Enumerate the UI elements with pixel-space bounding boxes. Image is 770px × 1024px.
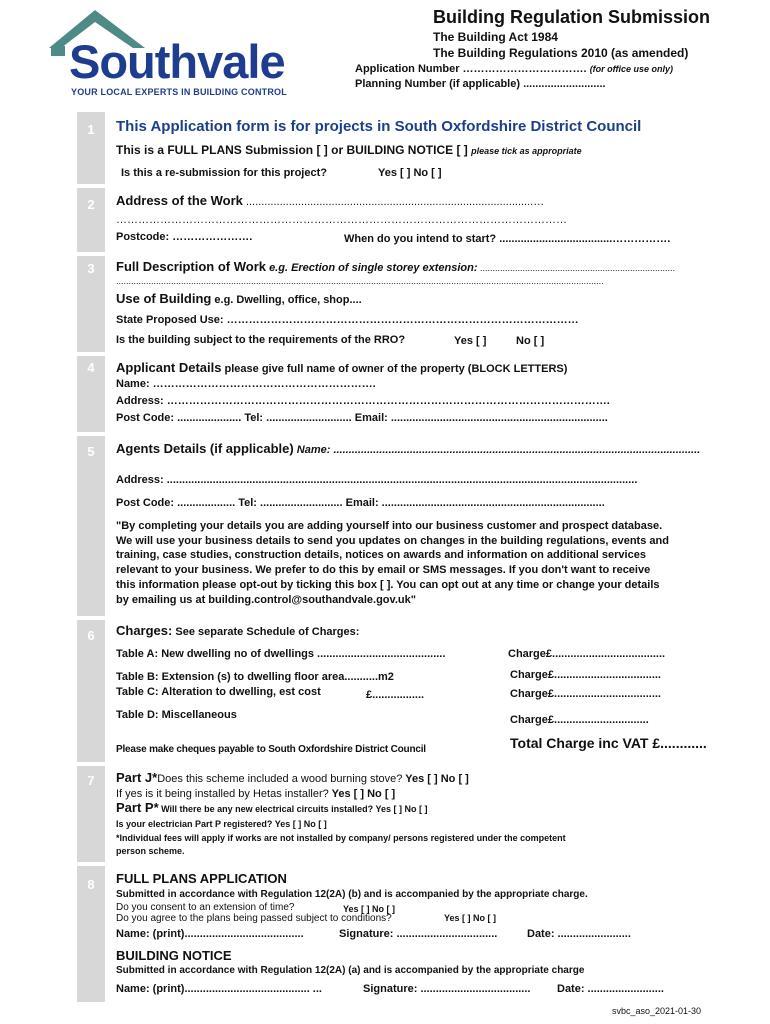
- applicant-contact-field[interactable]: Post Code: ..................... Tel: ............................ Email: .......................................................................: [116, 412, 608, 424]
- regs-line: The Building Regulations 2010 (as amended): [433, 46, 689, 60]
- agents-details-line[interactable]: [116, 441, 700, 456]
- building-notice-subtitle: Submitted in accordance with Regulation 12(2A) (a) and is accompanied by the appropriate charge: [116, 965, 585, 976]
- section-bar-5: [77, 436, 105, 616]
- section-1-heading: This Application form is for projects in South Oxfordshire District Council: [116, 118, 642, 135]
- section-number-6: 6: [87, 628, 95, 643]
- rro-no[interactable]: No [ ]: [516, 335, 545, 347]
- building-notice-title: BUILDING NOTICE: [116, 948, 232, 963]
- gdpr-line-1: "By completing your details you are adding yourself into our business customer and prospect database.: [116, 520, 663, 532]
- table-b-field[interactable]: Table B: Extension (s) to dwelling floor area...........m2: [116, 671, 394, 683]
- agents-name-field: Name: ........................................................................................................................: [296, 444, 701, 456]
- part-p-line[interactable]: [116, 800, 427, 815]
- rro-yes[interactable]: Yes [ ]: [454, 335, 487, 347]
- office-use-note: (for office use only): [589, 64, 674, 74]
- address-of-work-dots: ..............................................................................................…: [242, 196, 545, 208]
- fees-note-line-2: person scheme.: [116, 846, 185, 856]
- act-line: The Building Act 1984: [433, 30, 558, 44]
- submission-type-label: This is a FULL PLANS Submission [ ] or BUILDING NOTICE [ ]: [116, 143, 468, 157]
- building-notice-name-field[interactable]: Name: (print)......................................... ...: [116, 983, 322, 995]
- cheques-note: Please make cheques payable to South Oxfordshire District Council: [116, 744, 426, 755]
- table-c-cost-field[interactable]: £.................: [366, 689, 425, 701]
- part-p-registered[interactable]: Is your electrician Part P registered? Yes [ ] No [ ]: [116, 819, 327, 829]
- applicant-details-note: please give full name of owner of the property (BLOCK LETTERS): [221, 363, 568, 375]
- conditions-yes-no[interactable]: Yes [ ] No [ ]: [444, 913, 497, 923]
- address-of-work-field[interactable]: [116, 193, 544, 208]
- applicant-address-field[interactable]: Address: ………………………………………………………………………………………………………….: [116, 395, 610, 407]
- part-j-label: Part J*: [116, 770, 158, 785]
- address-of-work-line2[interactable]: ……………………………………………………………………………………………………………: [116, 214, 567, 226]
- table-c-label: Table C: Alteration to dwelling, est cost: [116, 686, 321, 698]
- section-number-5: 5: [87, 444, 95, 459]
- charge-a-field[interactable]: Charge£.....................................: [508, 648, 666, 660]
- building-notice-signature-field[interactable]: Signature: ....................................: [363, 983, 531, 995]
- application-number-field[interactable]: [355, 63, 673, 75]
- logo-tagline: YOUR LOCAL EXPERTS IN BUILDING CONTROL: [71, 87, 287, 97]
- part-p-label: Part P*: [116, 800, 159, 815]
- gdpr-line-2: We will use your business details to send you updates on changes in the building regulations, events and: [116, 535, 669, 547]
- gdpr-line-6: by emailing us at building.control@southandvale.gov.uk": [116, 594, 416, 606]
- proposed-use-field[interactable]: State Proposed Use: ……………………………………………………………………………………: [116, 314, 579, 326]
- applicant-name-field[interactable]: Name: …………………………………………………….: [116, 378, 376, 390]
- applicant-details-label: Applicant Details: [116, 360, 222, 375]
- postcode-field[interactable]: Postcode: ………………….: [116, 231, 253, 243]
- planning-number-field[interactable]: Planning Number (if applicable) ...........................: [355, 78, 606, 90]
- fees-note-line-1: *Individual fees will apply if works are not installed by company/ persons registered under the competent: [116, 833, 566, 843]
- hetas-yes-no[interactable]: Yes [ ] No [ ]: [331, 788, 396, 800]
- charges-heading: [116, 623, 359, 638]
- resubmission-question: Is this a re-submission for this project?: [121, 167, 327, 179]
- description-dots: ..............................................................................: [477, 263, 676, 273]
- section-number-1: 1: [87, 122, 95, 137]
- consent-question: Do you consent to an extension of time?: [116, 902, 295, 913]
- gdpr-line-5[interactable]: this information please opt-out by ticking this box [ ]. You can opt out at any time or change your details: [116, 579, 660, 591]
- charges-label: Charges:: [116, 623, 173, 638]
- description-line2[interactable]: ...................................................................................................................................................................................................: [116, 276, 604, 286]
- submission-type-line[interactable]: [116, 143, 582, 157]
- start-date-field[interactable]: When do you intend to start? .....................................…………….: [344, 233, 671, 245]
- consent-yes-no[interactable]: Yes [ ] No [ ]: [343, 904, 396, 914]
- hetas-question: If yes is it being installed by Hetas installer?: [116, 788, 329, 800]
- total-charge-field[interactable]: Total Charge inc VAT £............: [510, 735, 707, 751]
- use-of-building-label: Use of Building: [116, 291, 212, 306]
- agents-address-field[interactable]: Address: ..........................................................................................................................................................: [116, 474, 638, 486]
- charges-note: See separate Schedule of Charges:: [172, 626, 360, 638]
- table-d-label: Table D: Miscellaneous: [116, 709, 237, 721]
- part-j-question: Does this scheme included a wood burning stove?: [157, 773, 403, 785]
- address-of-work-label: Address of the Work: [116, 193, 243, 208]
- full-plans-subtitle: Submitted in accordance with Regulation 12(2A) (b) and is accompanied by the appropriate charge.: [116, 889, 588, 900]
- page-title: Building Regulation Submission: [433, 7, 710, 27]
- logo-wordmark: Southvale: [69, 35, 285, 88]
- agents-details-label: Agents Details (if applicable): [116, 441, 294, 456]
- section-number-3: 3: [87, 261, 95, 276]
- use-of-building-example: e.g. Dwelling, office, shop....: [211, 294, 362, 306]
- description-example: e.g. Erection of single storey extension:: [269, 262, 478, 274]
- logo: [47, 8, 307, 100]
- section-number-4: 4: [87, 360, 95, 375]
- gdpr-line-3: training, case studies, construction details, notices on awards and information on additional services: [116, 549, 646, 561]
- charge-d-field[interactable]: Charge£...............................: [510, 714, 649, 726]
- resubmission-yes-no[interactable]: Yes [ ] No [ ]: [378, 167, 442, 179]
- hetas-line: [116, 788, 395, 800]
- applicant-details-heading: [116, 360, 567, 375]
- full-plans-title: FULL PLANS APPLICATION: [116, 871, 287, 886]
- rro-question: Is the building subject to the requirements of the RRO?: [116, 334, 406, 346]
- section-number-8: 8: [87, 877, 95, 892]
- description-field[interactable]: [116, 259, 675, 274]
- use-of-building-line: [116, 291, 362, 306]
- section-number-7: 7: [87, 773, 95, 788]
- full-plans-signature-field[interactable]: Signature: .................................: [339, 928, 498, 940]
- charge-b-field[interactable]: Charge£...................................: [510, 669, 661, 681]
- gdpr-line-4: relevant to your business. We prefer to do this by email or SMS messages. If you don't want to receive: [116, 564, 651, 576]
- full-plans-name-field[interactable]: Name: (print).......................................: [116, 928, 304, 940]
- tick-note: please tick as appropriate: [471, 146, 582, 156]
- part-j-yes-no[interactable]: Yes [ ] No [ ]: [405, 773, 469, 785]
- table-a-field[interactable]: Table A: New dwelling no of dwellings ..........................................: [116, 648, 446, 660]
- full-plans-date-field[interactable]: Date: ........................: [527, 928, 631, 940]
- building-notice-date-field[interactable]: Date: .........................: [557, 983, 664, 995]
- charge-c-field[interactable]: Charge£...................................: [510, 688, 661, 700]
- application-number-label: Application Number …………………………….: [355, 63, 590, 75]
- description-label: Full Description of Work: [116, 259, 266, 274]
- part-p-question: Will there be any new electrical circuits installed? Yes [ ] No [ ]: [158, 804, 428, 814]
- document-code: svbc_aso_2021-01-30: [612, 1006, 702, 1016]
- part-j-line: [116, 770, 469, 785]
- agents-contact-field[interactable]: Post Code: ................... Tel: ........................... Email: .........................................................................: [116, 497, 605, 509]
- section-number-2: 2: [87, 197, 95, 212]
- conditions-question: Do you agree to the plans being passed subject to conditions?: [116, 913, 392, 924]
